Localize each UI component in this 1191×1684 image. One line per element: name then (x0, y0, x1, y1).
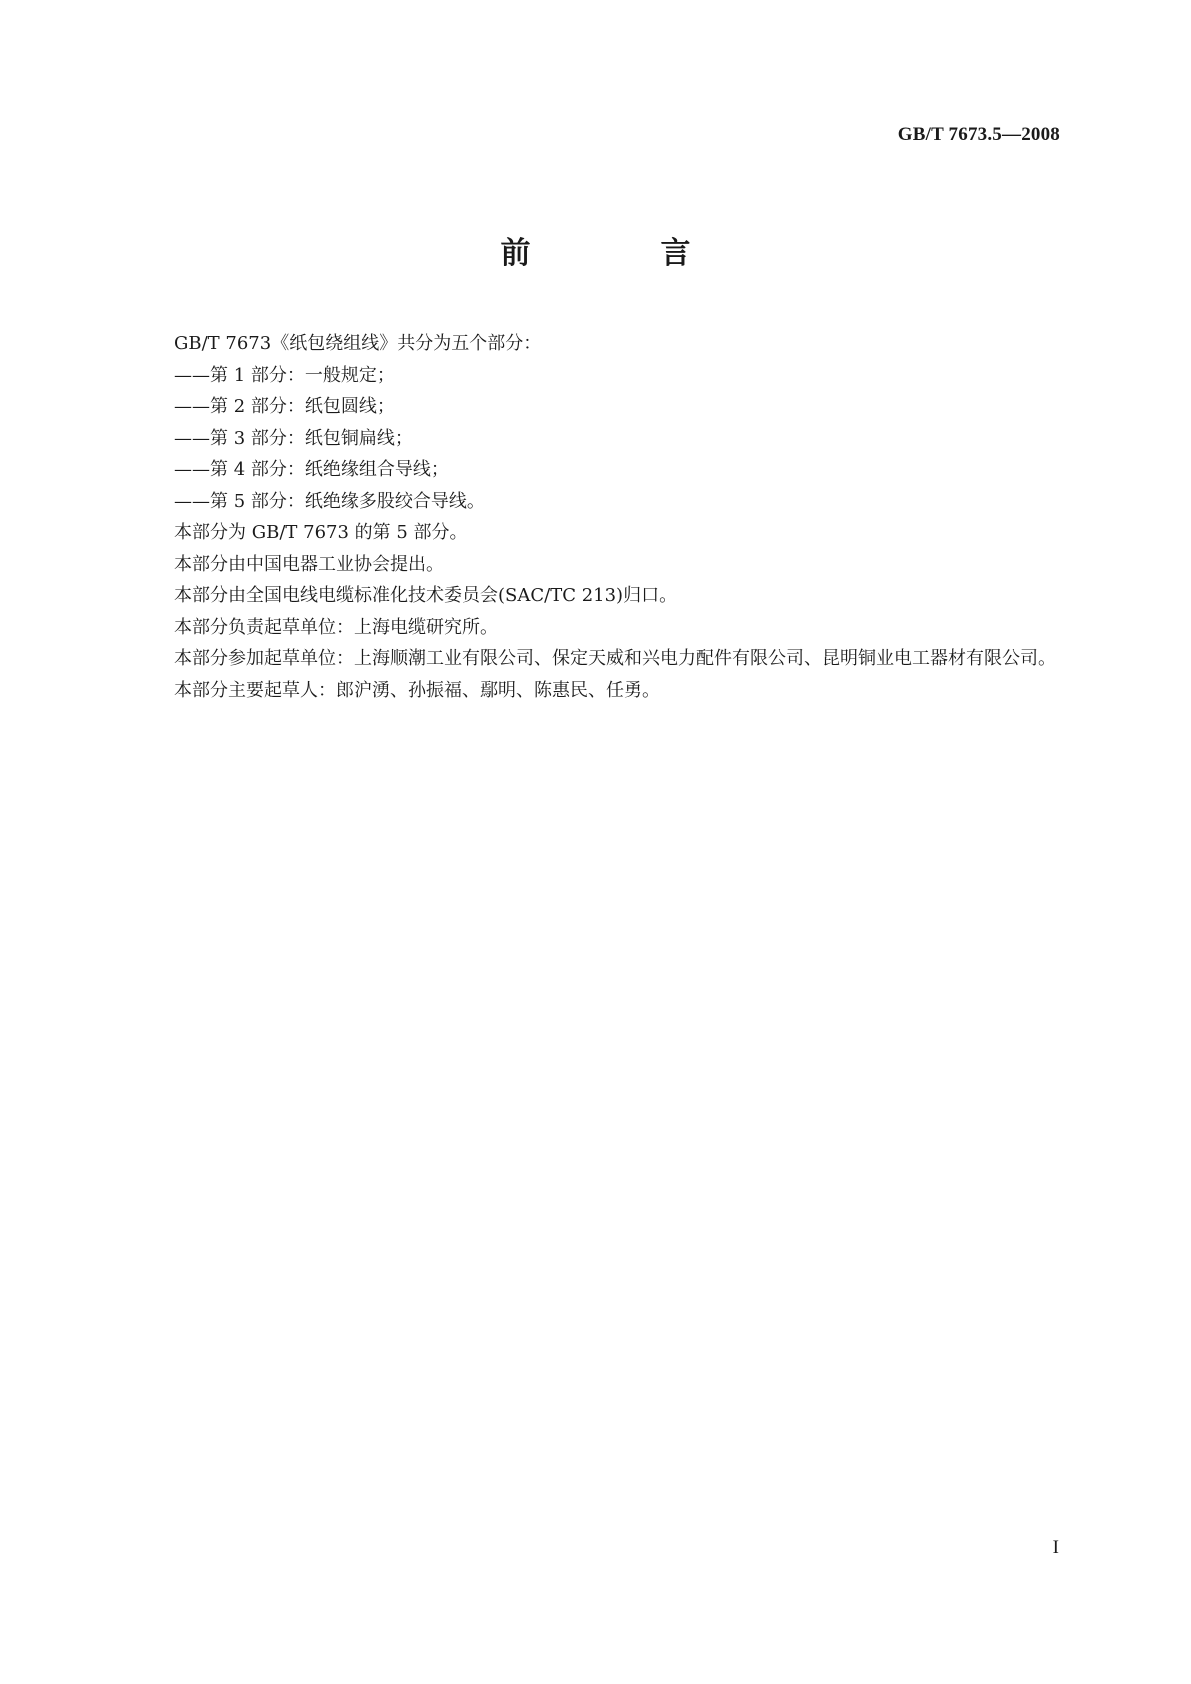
paragraph-intro: GB/T 7673《纸包绕组线》共分为五个部分： (174, 333, 542, 354)
list-item-part-1: ——第 1 部分：一般规定； (174, 364, 395, 386)
page-number: I (1052, 1537, 1059, 1558)
paragraph-committee: 本部分由全国电线电缆标准化技术委员会(SAC/TC 213)归口。 (174, 585, 678, 606)
list-item-part-2: ——第 2 部分：纸包圆线； (174, 396, 395, 417)
paragraph-lead-drafter: 本部分负责起草单位：上海电缆研究所。 (174, 616, 498, 638)
paragraph-main-drafters: 本部分主要起草人：郎沪湧、孙振福、鄢明、陈惠民、任勇。 (174, 679, 660, 701)
paragraph-participating-drafters: 本部分参加起草单位：上海顺潮工业有限公司、保定天威和兴电力配件有限公司、昆明铜业电工器材有限公司。 (174, 648, 1056, 669)
page-title: 前 言 (500, 236, 741, 271)
list-item-part-3: ——第 3 部分：纸包铜扁线； (174, 427, 413, 449)
list-item-part-5: ——第 5 部分：纸绝缘多股绞合导线。 (174, 490, 485, 512)
foreword-body (131, 328, 1061, 706)
list-item-part-4: ——第 4 部分：纸绝缘组合导线； (174, 459, 449, 480)
standard-code: GB/T 7673.5—2008 (897, 124, 1060, 145)
paragraph-proposer: 本部分由中国电器工业协会提出。 (174, 553, 444, 575)
paragraph-part-scope: 本部分为 GB/T 7673 的第 5 部分。 (174, 522, 468, 543)
